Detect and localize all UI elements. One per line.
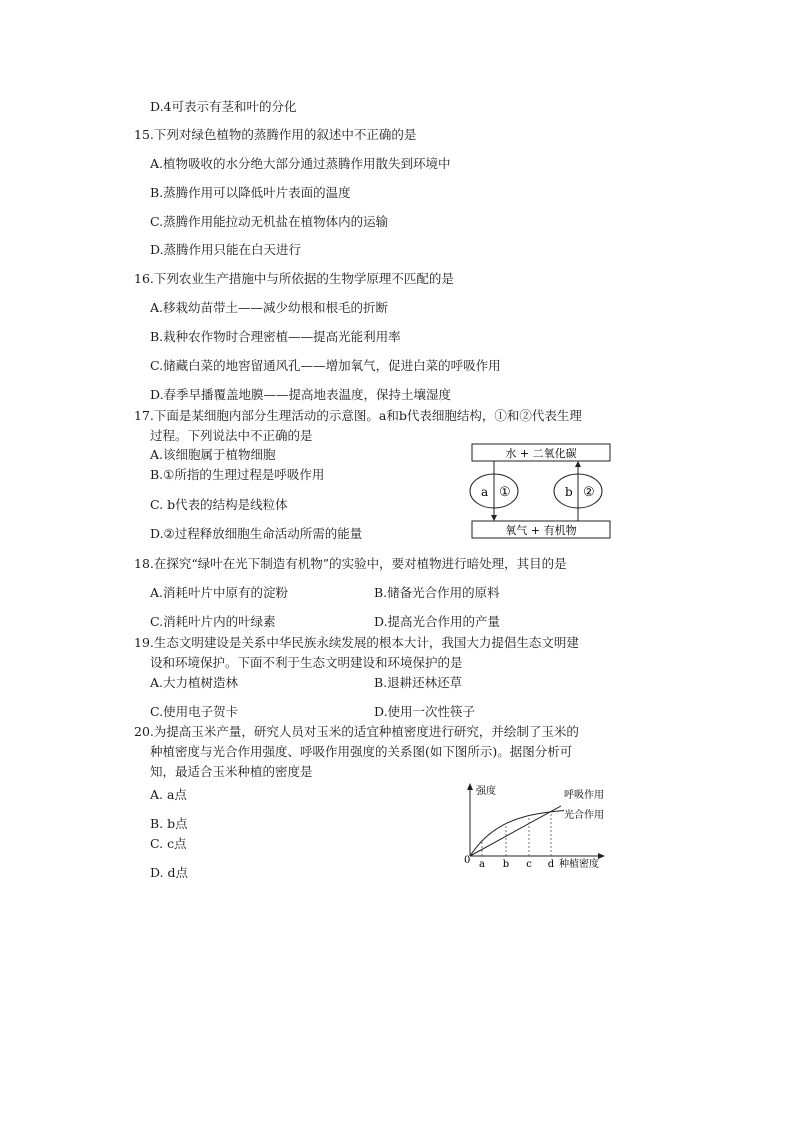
- q20-stem-line2: 种植密度与光合作用强度、呼吸作用强度的关系图(如下图所示)。据图分析可: [150, 744, 573, 759]
- respiration-series-line: [470, 806, 561, 856]
- q19-stem-line1: 19.生态文明建设是关系中华民族永续发展的根本大计，我国大力提倡生态文明建: [134, 635, 579, 650]
- q15-option-d: D.蒸腾作用只能在白天进行: [150, 242, 302, 257]
- cell-process-diagram: [466, 440, 616, 545]
- q20-stem-line1: 20.为提高玉米产量，研究人员对玉米的适宜种植密度进行研究，并绘制了玉米的: [134, 724, 579, 739]
- process-2-label: ②: [583, 485, 595, 500]
- q20-option-c: C. c点: [150, 836, 187, 851]
- q15-option-a: A.植物吸收的水分绝大部分通过蒸腾作用散失到环境中: [150, 156, 451, 171]
- q20-option-a: A. a点: [150, 787, 187, 802]
- legend-photosynthesis: 光合作用: [564, 810, 604, 821]
- q18-option-c: C.消耗叶片内的叶绿素: [150, 614, 276, 629]
- q16-option-b: B.栽种农作物时合理密植——提高光能利用率: [150, 329, 401, 344]
- q19-stem-line2: 设和环境保护。下面不利于生态文明建设和环境保护的是: [150, 655, 463, 670]
- q15-option-b: B.蒸腾作用可以降低叶片表面的温度: [150, 185, 351, 200]
- q20-option-b: B. b点: [150, 816, 188, 831]
- q18-option-d: D.提高光合作用的产量: [374, 614, 501, 629]
- q14-option-d: D.4可表示有茎和叶的分化: [150, 99, 297, 114]
- q19-option-b: B.退耕还林还草: [374, 675, 463, 690]
- q18-option-a: A.消耗叶片中原有的淀粉: [150, 585, 289, 600]
- q19-option-a: A.大力植树造林: [150, 675, 239, 690]
- structure-a-label: a: [481, 485, 489, 499]
- q17-option-a: A.该细胞属于植物细胞: [150, 447, 276, 462]
- q15-option-c: C.蒸腾作用能拉动无机盐在植物体内的运输: [150, 214, 389, 229]
- q15-stem: 15.下列对绿色植物的蒸腾作用的叙述中不正确的是: [134, 127, 417, 142]
- top-box-label: 水 + 二氧化碳: [505, 447, 577, 460]
- x-tick-label-c: c: [526, 859, 532, 870]
- x-tick-label-a: a: [479, 859, 485, 870]
- q16-option-a: A.移栽幼苗带土——减少幼根和根毛的折断: [150, 300, 389, 315]
- x-tick-label-d: d: [547, 859, 555, 870]
- q19-option-d: D.使用一次性筷子: [374, 704, 476, 719]
- q17-option-b: B.①所指的生理过程是呼吸作用: [150, 467, 325, 482]
- q17-stem-line1: 17.下面是某细胞内部分生理活动的示意图。a和b代表细胞结构，①和②代表生理: [134, 408, 582, 423]
- q18-option-b: B.储备光合作用的原料: [374, 585, 500, 600]
- q16-option-c: C.储藏白菜的地窖留通风孔——增加氧气，促进白菜的呼吸作用: [150, 358, 501, 373]
- photosynthesis-series-line: [470, 811, 564, 857]
- chart-origin-label: 0: [464, 855, 471, 866]
- density-intensity-chart: [456, 780, 616, 875]
- q17-option-d: D.②过程释放细胞生命活动所需的能量: [150, 526, 363, 541]
- structure-b-label: b: [565, 485, 573, 499]
- y-axis-label: 强度: [476, 786, 496, 797]
- q17-stem-line2: 过程。下列说法中不正确的是: [150, 428, 313, 443]
- q16-stem: 16.下列农业生产措施中与所依据的生物学原理不匹配的是: [134, 271, 454, 286]
- q18-stem: 18.在探究“绿叶在光下制造有机物”的实验中，要对植物进行暗处理，其目的是: [134, 556, 567, 571]
- q20-stem-line3: 知，最适合玉米种植的密度是: [150, 764, 313, 779]
- arrow-left-head: [491, 515, 497, 521]
- y-axis-arrow: [467, 783, 473, 790]
- arrow-right-head: [575, 461, 581, 467]
- x-axis-arrow: [598, 853, 605, 859]
- legend-respiration: 呼吸作用: [564, 790, 604, 801]
- process-1-label: ①: [499, 485, 511, 500]
- q17-option-c: C. b代表的结构是线粒体: [150, 497, 288, 512]
- q19-option-c: C.使用电子贺卡: [150, 704, 239, 719]
- q16-option-d: D.春季早播覆盖地膜——提高地表温度，保持土壤湿度: [150, 387, 452, 402]
- bottom-box-label: 氧气 + 有机物: [505, 524, 577, 537]
- q20-option-d: D. d点: [150, 865, 189, 880]
- x-tick-label-b: b: [502, 859, 510, 870]
- x-axis-label: 种植密度: [559, 859, 599, 870]
